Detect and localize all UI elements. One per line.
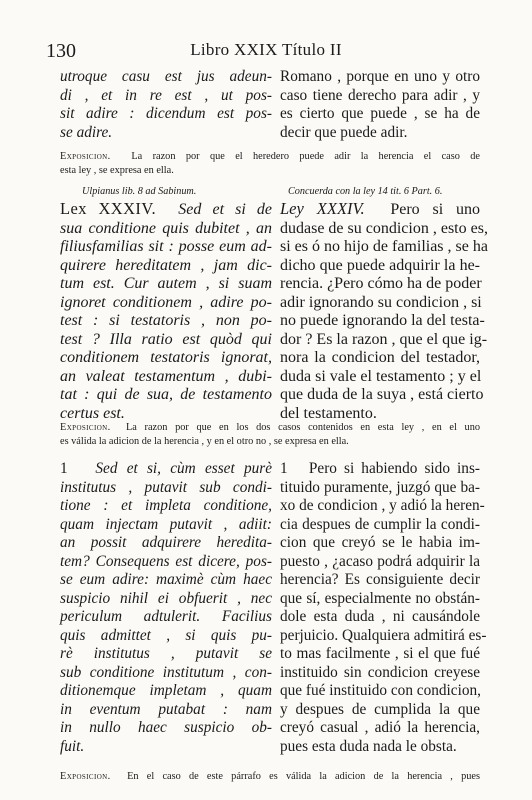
- note-line: esta ley , se expresa en ella.: [60, 165, 174, 176]
- text-line: perjuicio. Qualquiera admitirá es-: [280, 626, 487, 644]
- text-line: [60, 460, 272, 479]
- running-title: Libro XXIX Título II: [190, 40, 342, 59]
- text-line: test ? Illa ratio est quòd qui: [60, 330, 272, 348]
- note-label: Exposicion.: [60, 771, 111, 782]
- text-line: in eventum putabat : nam: [60, 700, 272, 718]
- text-run: Sed et si de: [178, 201, 273, 218]
- text-line: certus est.: [60, 404, 125, 422]
- text-line: duda si vale el testamento ; y el: [280, 367, 482, 385]
- text-line: se adire.: [60, 123, 113, 141]
- text-line: [280, 200, 480, 220]
- note-line: [60, 421, 480, 435]
- text-line: se eum adire: maximè cùm haec: [60, 571, 272, 588]
- text-line: cion que creyó se le habia im-: [280, 534, 480, 551]
- note-text: En el caso de este párrafo es válida la adicion de la herencia , pues: [127, 771, 480, 782]
- text-line: in nullo haec suspicio ob-: [60, 719, 272, 736]
- paragraph-latin-text: [60, 460, 272, 756]
- text-line: [280, 460, 480, 479]
- text-line: periculum adtulerit. Facilius: [60, 608, 272, 625]
- text-line: cia despues de cumplir la condi-: [280, 515, 480, 533]
- text-run: Pero si habiendo sido ins-: [308, 460, 480, 477]
- text-line: quam injectam putavit , adiit:: [60, 515, 272, 533]
- text-line: conditionem testatoris ignorat,: [60, 349, 272, 366]
- continuation-spanish: [280, 68, 480, 142]
- text-line: filiusfamilias sit : posse eum ad-: [60, 238, 272, 255]
- text-line: tione : et impleta conditione,: [60, 497, 272, 514]
- text-line: herencia? Es consiguiente decir: [280, 571, 480, 588]
- page-number: 130: [46, 40, 76, 62]
- text-line: xo de condicion , y adió la heren-: [280, 497, 485, 514]
- text-line: test : si testatoris , non po-: [60, 312, 272, 329]
- law-heading: Ley XXXIV.: [280, 199, 365, 218]
- text-line: to mas facilmente , si el que fué: [280, 645, 480, 662]
- text-line: suspicio nihil ei obfuerit , nec: [60, 589, 272, 607]
- note-line: es válida la adicion de la herencia , y en el otro no , se expresa en ella.: [60, 436, 349, 447]
- paragraph-spanish-text: [280, 460, 487, 756]
- text-line: institutus , putavit sub condi-: [60, 478, 272, 496]
- text-line: que fué instituido con condicion,: [280, 682, 481, 699]
- text-line: ditionemque impletam , quam: [60, 682, 272, 699]
- text-line: pues esta duda nada le obsta.: [280, 737, 457, 755]
- paragraph-number: 1: [60, 460, 68, 477]
- paragraph-number: 1: [280, 460, 288, 477]
- text-line: tat : qui de sua, de testamento: [60, 386, 272, 403]
- exposicion-note: [60, 770, 480, 784]
- text-line: creyó casual , adió la herencia,: [280, 719, 480, 736]
- text-line: quirere hereditatem , jam dic-: [60, 256, 272, 274]
- continuation-latin: [60, 68, 272, 142]
- text-line: tem? Consequens est dicere, pos-: [60, 552, 272, 570]
- text-line: dole esta duda , ni causándole: [280, 608, 480, 625]
- text-line: dor ? Es la razon , que el que ig-: [280, 330, 488, 348]
- text-line: an valeat testamentum , dubi-: [60, 367, 272, 385]
- note-label: Exposicion.: [60, 151, 111, 162]
- text-line: si es ó no hijo de familias , se ha: [280, 238, 488, 255]
- text-line: decir que puede adir.: [280, 123, 408, 141]
- text-line: caso tiene derecho para adir , y: [280, 86, 480, 104]
- text-line: del testamento.: [280, 404, 377, 422]
- note-line: [60, 770, 480, 784]
- exposicion-note: [60, 421, 480, 449]
- text-line: sub conditione institutum , con-: [60, 663, 272, 681]
- exposicion-note: [60, 150, 480, 178]
- text-line: adir ignorando su condicion , si: [280, 293, 482, 311]
- page-header: [46, 40, 486, 62]
- note-label: Exposicion.: [60, 422, 111, 433]
- text-line: sit adire : dicendum est pos-: [60, 105, 272, 122]
- text-line: instituido sin condicion creyese: [280, 663, 480, 681]
- text-line: nora la condicion del testador,: [280, 349, 480, 366]
- text-line: y despues de cumplida la que: [280, 700, 480, 718]
- text-line: que sí, especialmente no obstán-: [280, 589, 480, 607]
- text-line: tum est. Cur autem , si suam: [60, 275, 272, 292]
- text-line: [60, 200, 272, 220]
- law-heading: Lex XXXIV.: [60, 199, 157, 218]
- text-line: ignoret conditionem , adire po-: [60, 293, 272, 311]
- note-text: La razon por que el heredero puede adir la herencia el caso de: [131, 151, 480, 162]
- note-line: [60, 150, 480, 164]
- text-line: rencia. ¿Pero cómo ha de poder: [280, 275, 482, 292]
- lex-latin-text: [60, 200, 272, 423]
- ley-spanish-text: [280, 199, 488, 423]
- note-text: La razon por que en los dos casos contenidos en esta ley , en el uno: [125, 422, 480, 433]
- text-line: fuit.: [60, 737, 85, 755]
- source-citation-spanish: Concuerda con la ley 14 tit. 6 Part. 6.: [288, 186, 443, 197]
- text-line: puesto , ¿acaso podrá adquirir la: [280, 552, 480, 570]
- text-run: Pero si uno: [390, 201, 481, 218]
- text-line: no puede ignorando la del testa-: [280, 312, 485, 329]
- text-line: quis admittet , si quis pu-: [60, 626, 272, 644]
- text-line: sua conditione quis dubitet , an: [60, 219, 272, 237]
- text-line: dudase de su condicion , esto es,: [280, 219, 488, 237]
- text-line: que duda de la suya , está cierto: [280, 386, 484, 403]
- text-run: Sed et si, cùm esset purè: [95, 460, 272, 477]
- text-line: Romano , porque en uno y otro: [280, 68, 480, 85]
- source-citation-latin: Ulpianus lib. 8 ad Sabinum.: [82, 186, 197, 197]
- text-line: rè institutus , putavit se: [60, 645, 272, 662]
- text-line: di , et in re est , ut pos-: [60, 86, 272, 104]
- text-line: an possit adquirere heredita-: [60, 534, 272, 551]
- text-line: utroque casu est jus adeun-: [60, 68, 272, 85]
- text-line: dicho que puede adquirir la he-: [280, 256, 480, 274]
- text-line: tituido puramente, juzgó que ba-: [280, 478, 480, 496]
- text-line: es cierto que puede , se ha de: [280, 105, 480, 122]
